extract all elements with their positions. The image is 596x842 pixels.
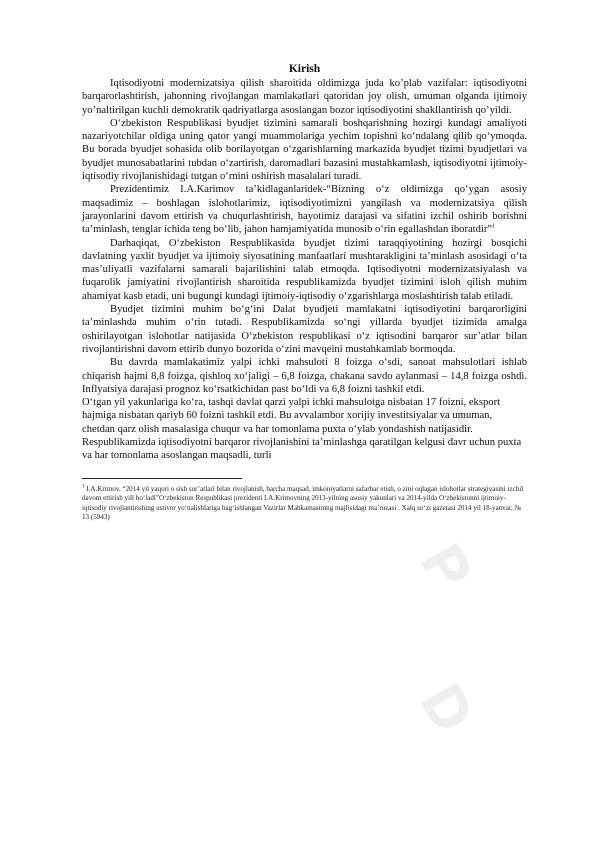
footnote [82, 485, 527, 523]
paragraph-1: Iqtisodiyotni modernizatsiya qilish sharoitida oldimizga juda ko’plab vazifalar: iqtisodiyotni barqarorlashtirish, jahonning rivojlangan mamlakatlari qatoridan joy olish, umuman olganda ijtimoiy yo’naltirilgan kuchli demokratik qadriyatlarga asoslangan bozor iqtisodiyotini shakllantirish qo’yildi. [82, 78, 527, 116]
footnote-text: I.A.Krimov. “2014 yil yaqori o sish sur’atlari bilan rivojlanish, barcha maqsad, imkoniyatlarni safarbar etish, o zini oqlagan islohotlar strategiyasini izchil davom ettirish yili bo‘ladi”O‘zbekiston Respublikasi prezidenti I.A.Krimovning 2013-yilning asosiy yakunlari va 2014-yilda O‘zbekistonni ijtimoiy-iqtisodiy rivojlantirishing ustivor yo‘nalishlariga bag‘ishlangan Vazirlar Mahkamasining majlisidagi ma’ruzasi . Xalq so‘zi gazetasi 2014 yil 18-yanvar, № 13 (5943) [82, 484, 524, 522]
paragraph-8: Respublikamizda iqtisodiyotni barqaror rivojlanishini ta’minlashga qaratilgan kelgusi davr uchun puxta va har tomonlama asoslangan maqsadli, turli [82, 437, 522, 462]
paragraph-3 [82, 183, 527, 236]
svg-text:P: P [408, 534, 485, 601]
paragraph-7: O‘tgan yil yakunlariga ko‘ra, tashqi davlat qarzi yalpi ichki mahsulotga nisbatan 17 foizni, eksport hajmiga nisbatan qariyb 60 foizni tashkil etdi. Bu avvalambor xorijiy investitsiyalar va umuman, chetdan qarz olish masalasiga chuqur va har tomonlama puxta o‘ylab yondashish natijasidir. [82, 397, 501, 435]
svg-text:P: P [408, 114, 485, 181]
svg-text:D: D [408, 674, 486, 743]
paragraph-2: O‘zbekiston Respublikasi byudjet tizimini samarali boshqarishning hozirgi kundagi amaliyoti nazariyotchilar oldiga uning qator yangi muammolariga yechim topishni ko‘ndalang qilib qo‘ymoqda. Bu borada byudjet sohasida olib borilayotgan o‘zgarishlarning markazida byudjet tizimi byudjetlari va byudjet munosabatlarini tubdan o‘zartirish, daromadlari bazasini mustahkamlash, iqtisodiyotni ijtimoiy-iqtisodiy rivojlanishidagi tutgan o‘rnini oshirish masalalari turadi. [82, 117, 527, 183]
svg-text:F: F [408, 394, 483, 458]
paragraph-3-text: Prezidentimiz I.A.Karimov ta’kidlaganlaridek-“Bizning o‘z oldimizga qo‘ygan asosiy maqsadimiz – boshlagan islohotlarimiz, iqtisodiyotimizni yangilash va modernizatsiya qilish jarayonlarini davom ettirish va chuqurlashtirish, hayotimiz darajasi va sifatini izchil oshirib borishni ta’minlash, tenglar ichida teng bo‘lib, jahon hamjamiyatida munosib o‘rin egallashdan iboratdir” [82, 184, 527, 236]
footnote-reference[interactable]: 1 [492, 223, 496, 230]
document-page [82, 62, 527, 523]
svg-text:D: D [408, 254, 486, 323]
footnote-marker: 1 [82, 484, 85, 490]
paragraph-6: Bu davrda mamlakatimiz yalpi ichki mahsuloti 8 foizga o‘sdi, sanoat mahsulotlari ishlab chiqarish hajmi 8,8 foizga, qishloq xo‘jaligi – 6,8 foizga, chakana savdo aylanmasi – 14,8 foizga oshdi. Inflyatsiya darajasi prognoz ko‘rsatkichidan past bo‘ldi va 6,8 foizni tashkil etdi. [82, 357, 527, 395]
document-title: Kirish [288, 63, 321, 75]
paragraph-5: Byudjet tizimini muhim bo‘g‘ini Dalat byudjeti mamlakatni iqtisodiyotini barqarorligini ta’minlashda muhim o‘rin tutadi. Respublikamizda so‘ngi yillarda byudjet tizimida amalga oshirilayotgan islohotlar natijasida O‘zbekiston respublikasi o‘z iqtisodini barqaror sur’atlar bilan rivojlantirishni davom ettirib dunyo bozorida o‘zini mavqeini mustahkamlab bormoqda. [82, 304, 527, 355]
footnote-divider [82, 478, 242, 479]
paragraph-4: Darhaqiqat, O‘zbekiston Respublikasida byudjet tizimi taraqqiyotining hozirgi bosqichi davlatning yaxlit byudjet va ijtimoiy siyosatining manfaatlari mushtarakligini ta’minlash asosidagi o‘ta mas’uliyatli vazifalarni samarali bajarilishini talab etmoqda. Iqtisodiyotni modernizatsiyalash va fuqarolik jamiyatini rivojlantirish sharoitida respublikamizda byudjet tizimini isloh qilish muhim ahamiyat kasb etadi, uni bugungi kundagi ijtimoiy-iqtisodiy o‘zgarishlarga moslashtirish talab etiladi. [82, 237, 527, 302]
